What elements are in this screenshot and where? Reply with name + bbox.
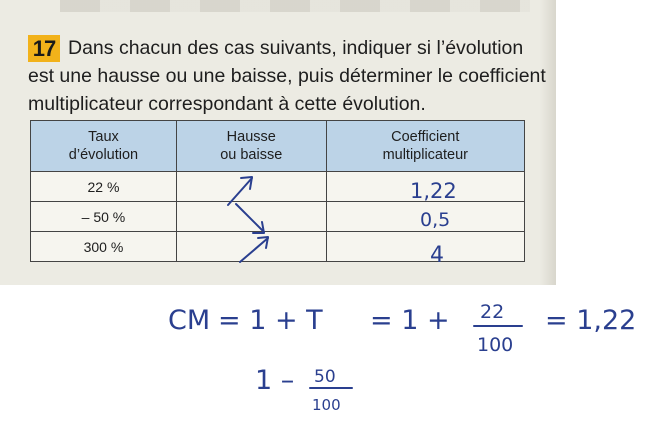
header-coefficient: Coefficient multiplicateur bbox=[326, 121, 524, 172]
header-taux: Taux d’évolution bbox=[31, 121, 177, 172]
formula-frac-num: 22 bbox=[480, 301, 505, 323]
formula-eq1: = 1 + T bbox=[218, 305, 323, 336]
exercise-number-badge: 17 bbox=[28, 35, 60, 62]
formula-result: = 1,22 bbox=[545, 305, 637, 336]
formula-cm: CM bbox=[168, 305, 211, 336]
coef-answer: 4 bbox=[430, 243, 444, 268]
arrow-icon bbox=[240, 237, 268, 262]
second-frac-num: 50 bbox=[314, 367, 336, 387]
arrow-icon bbox=[236, 204, 264, 233]
coef-answer: 1,22 bbox=[410, 179, 457, 203]
arrow-icon bbox=[228, 177, 252, 205]
second-line-prefix: 1 – bbox=[255, 365, 295, 396]
taux-cell: – 50 % bbox=[31, 202, 177, 232]
coef-answer: 0,5 bbox=[420, 209, 451, 231]
formula-eq2: = 1 + bbox=[370, 305, 450, 336]
formula-frac-den: 100 bbox=[477, 334, 514, 356]
exercise-statement: Dans chacun des cas suivants, indiquer si l’évolution est une hausse ou une baisse, puis déterminer le coefficient multiplicateur correspondant à cette évolution. bbox=[28, 37, 546, 115]
taux-cell: 300 % bbox=[31, 232, 177, 262]
taux-cell: 22 % bbox=[31, 172, 177, 202]
second-frac-den: 100 bbox=[312, 396, 341, 414]
header-hausse-baisse: Hausse ou baisse bbox=[176, 121, 326, 172]
